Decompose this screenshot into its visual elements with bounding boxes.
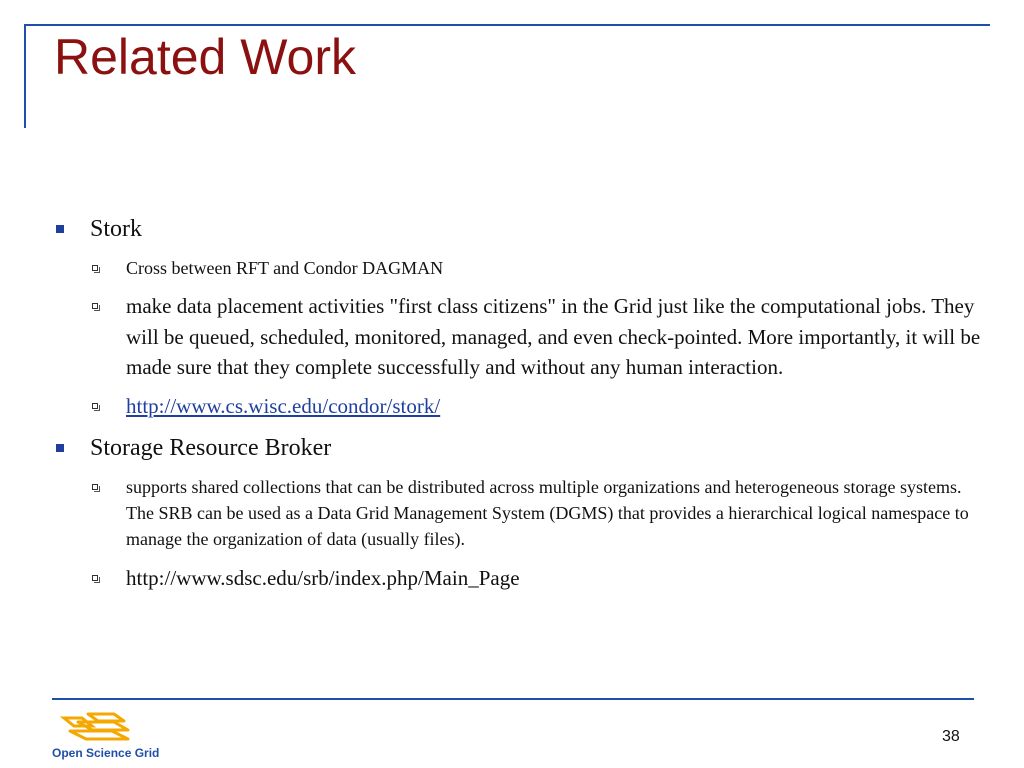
sub-bullet: [126, 474, 986, 552]
frame-left-rule: [24, 24, 26, 128]
hollow-square-bullet-icon: [92, 265, 98, 271]
page-number: 38: [942, 728, 960, 745]
hollow-square-bullet-icon: [92, 484, 98, 490]
sub-bullet-text: Cross between RFT and Condor DAGMAN: [126, 258, 444, 279]
sub-bullet-text: make data placement activities "first class citizens" in the Grid just like the computational jobs. They will be queued, scheduled, monitored, managed, and even check-pointed. More importantly, it will be made sure that they complete successfully and without any human interaction.: [126, 294, 981, 380]
bullet-srb: [56, 433, 986, 464]
sub-bullet: [126, 563, 986, 593]
logo-text: Open Science Grid: [52, 746, 160, 760]
sub-bullet-text: supports shared collections that can be distributed across multiple organizations and heterogeneous storage systems. The SRB can be used as a Data Grid Management System (DGMS) that provides a hierarchical logical namespace to manage the organization of data (usually files).: [126, 477, 969, 550]
slide-content: [56, 214, 986, 593]
hollow-square-bullet-icon: [92, 303, 98, 309]
hollow-square-bullet-icon: [92, 575, 98, 581]
srb-link-text: http://www.sdsc.edu/srb/index.php/Main_Page: [126, 565, 520, 590]
sub-bullet: [126, 291, 986, 382]
square-bullet-icon: [56, 444, 64, 452]
bullet-label: Storage Resource Broker: [90, 435, 332, 462]
square-bullet-icon: [56, 225, 64, 233]
sub-bullet: [126, 391, 986, 421]
stork-link[interactable]: http://www.cs.wisc.edu/condor/stork/: [126, 393, 441, 418]
frame-top-rule: [24, 24, 990, 26]
sub-bullet: [126, 255, 986, 281]
bullet-label: Stork: [90, 216, 143, 242]
slide-title: Related Work: [54, 29, 356, 85]
footer-rule: [52, 698, 974, 700]
bullet-stork: [56, 214, 986, 245]
hollow-square-bullet-icon: [92, 403, 98, 409]
